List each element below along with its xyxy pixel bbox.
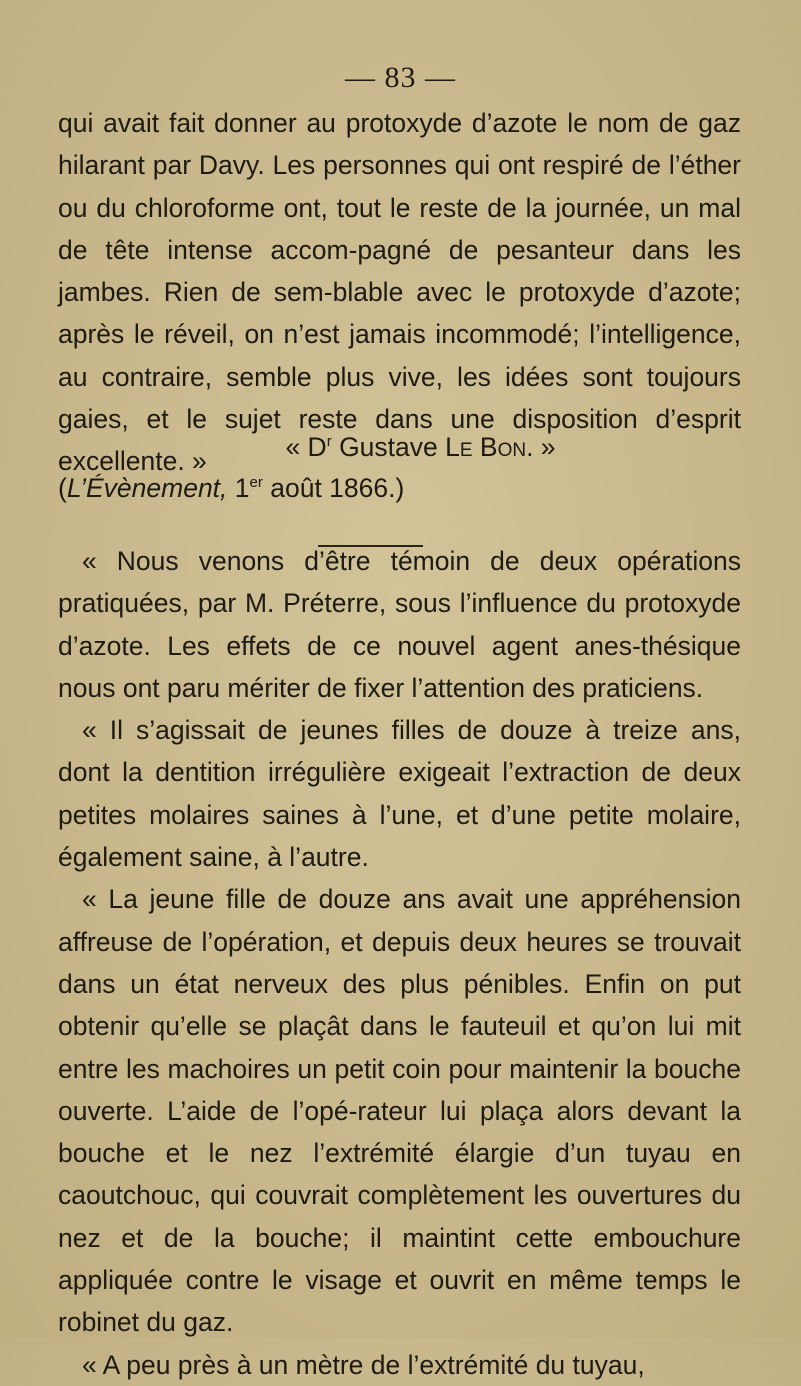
source-day: 1 (227, 473, 250, 503)
page-number: — 83 — (345, 61, 456, 94)
paragraph: « La jeune fille de douze ans avait une appréhension affreuse de l’opération, et depuis deux heures se trouvait dans un état nerveux des plus pénibles. Enfin on put obtenir qu’elle se plaçât dans le fauteuil et qu’on lui mit entre les machoires un petit coin pour maintenir la bouche ouverte. L’aide de l’opé-rateur lui plaça alors devant la bouche et le nez l’extrémité élargie d’un tuyau en caoutchouc, qui couvrait complètement les ouvertures du nez et de la bouche; il maintint cette embouchure appliquée contre le visage et ouvrit en même temps le robinet du gaz. (58, 884, 741, 1338)
paragraph: qui avait fait donner au protoxyde d’azote le nom de gaz hilarant par Davy. Les personnes qui ont respiré de l’éther ou du chloroforme ont, tout le reste de la journée, un mal de tête intense accom-pagné de pesanteur dans les jambes. Rien de sem-blable avec le protoxyde d’azote; après le réveil, on n’est jamais incommodé; l’intelligence, au contraire, semble plus vive, les idées sont toujours gaies, et le sujet reste dans une disposition d’esprit excellente. » (58, 108, 741, 477)
source-citation (58, 467, 404, 509)
signature-surname: Le Bon (445, 432, 527, 462)
source-date-rest: août 1866.) (262, 473, 405, 503)
signature-open: « D (285, 432, 327, 462)
signature-first-name: Gustave (331, 432, 446, 462)
paragraph: « Il s’agissait de jeunes filles de douze à treize ans, dont la dentition irrégulière exigeait l’extraction de deux petites molaires saines à l’une, et d’une petite molaire, également saine, à l’autre. (58, 715, 741, 873)
source-day-sup: er (249, 474, 263, 491)
paragraph: « Nous venons d’être témoin de deux opérations pratiquées, par M. Préterre, sous l’influence du protoxyde d’azote. Les effets de ce nouvel agent anes-thésique nous ont paru mériter de fixer l’attention des praticiens. (58, 546, 741, 703)
signature-title-sup: r (326, 433, 332, 450)
signature-close: . » (526, 432, 556, 462)
signature (0, 426, 801, 468)
paragraph: « A peu près à un mètre de l’extrémité du tuyau, (82, 1349, 645, 1380)
body-text-bottom (58, 540, 741, 1386)
source-open-paren: ( (58, 473, 67, 503)
source-journal: L’Évènement, (66, 473, 228, 503)
